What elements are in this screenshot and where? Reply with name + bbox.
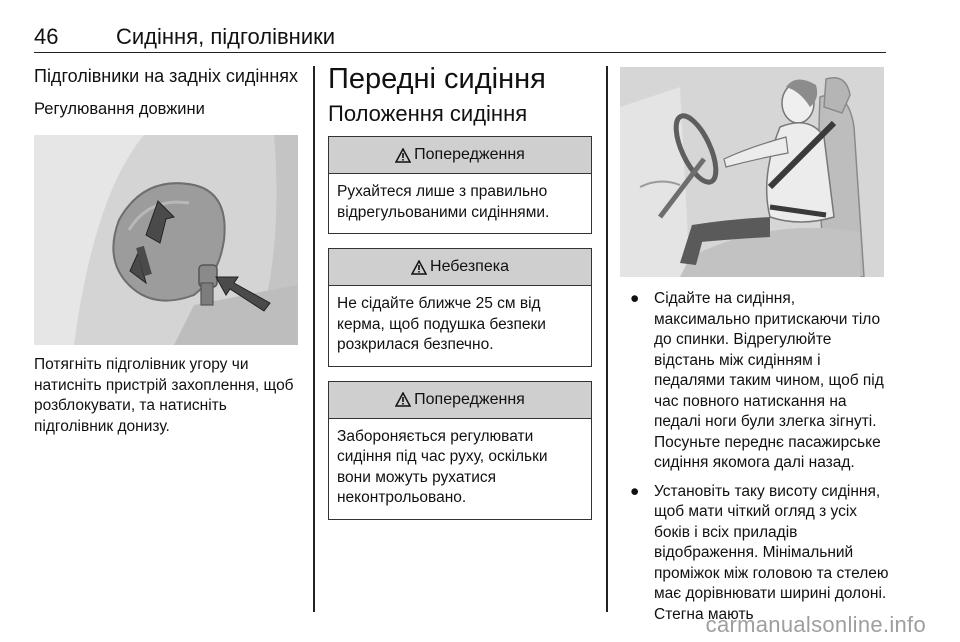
list-item xyxy=(620,289,890,474)
section-title-front-seats: Передні сидіння xyxy=(328,63,546,95)
headrest-illustration-svg xyxy=(34,135,298,345)
driver-illustration-svg xyxy=(620,67,884,277)
headrest-adjustment-illustration xyxy=(34,135,298,345)
danger-box-header xyxy=(329,249,591,286)
danger-box-heading: Небезпека xyxy=(430,258,509,275)
warning-triangle-icon xyxy=(411,260,427,275)
chapter-title: Сидіння, підголівники xyxy=(116,24,336,49)
page-header xyxy=(34,22,886,53)
column-divider-left xyxy=(313,66,315,612)
subsection-title-height-adjustment: Регулювання довжини xyxy=(34,100,205,118)
warning-triangle-icon xyxy=(395,148,411,163)
danger-box xyxy=(328,248,592,367)
warning-triangle-icon xyxy=(395,392,411,407)
warning-box-1-heading: Попередження xyxy=(414,146,525,163)
middle-column xyxy=(328,62,592,520)
warning-box-1-text: Рухайтеся лише з правильно відрегульованими сидіннями. xyxy=(337,183,550,221)
headrest-instruction-text: Потягніть підголівник угору чи натисніть пристрій захоплення, щоб розблокувати, та натисніть підголівник донизу. xyxy=(34,356,294,435)
bullet-icon: ● xyxy=(630,482,640,500)
right-column xyxy=(620,62,890,633)
left-column xyxy=(34,64,300,437)
list-item-text: Сідайте на сидіння, максимально притискаючи тіло до спинки. Відрегулюйте відстань між сидінням і педалями таким чином, щоб під час повного натискання на педалі ноги були злегка зігнуті. Посуньте переднє пасажирське сидіння якомога далі назад. xyxy=(654,290,884,471)
list-item xyxy=(620,482,890,626)
warning-box-2-heading: Попередження xyxy=(414,390,525,408)
warning-box-2-text: Забороняється регулювати сидіння під час руху, оскільки вони можуть рухатися неконтрольовано. xyxy=(337,427,548,506)
page-number: 46 xyxy=(34,24,59,49)
list-item-text: Установіть таку висоту сидіння, щоб мати чіткий огляд з усіх боків і всіх приладів відображення. Мінімальний проміжок між головою та стелею має дорівнювати ширині долоні. Стегна мають xyxy=(654,482,889,623)
bullet-icon: ● xyxy=(630,290,640,307)
section-title-rear-headrests: Підголівники на задніх сидіннях xyxy=(34,66,299,86)
danger-box-text: Не сідайте ближче 25 см від керма, щоб подушка безпеки розкрилася безпечно. xyxy=(337,295,546,353)
warning-box-1-header xyxy=(329,137,591,174)
watermark: carmanualsonline.info xyxy=(705,612,926,637)
seat-adjustment-instructions xyxy=(620,289,890,625)
subsection-title-seat-position: Положення сидіння xyxy=(328,101,528,126)
warning-box-1 xyxy=(328,136,592,234)
column-divider-right xyxy=(606,66,608,612)
warning-box-2 xyxy=(328,381,592,520)
warning-box-2-header xyxy=(329,382,591,419)
driver-seating-position-illustration xyxy=(620,67,884,277)
